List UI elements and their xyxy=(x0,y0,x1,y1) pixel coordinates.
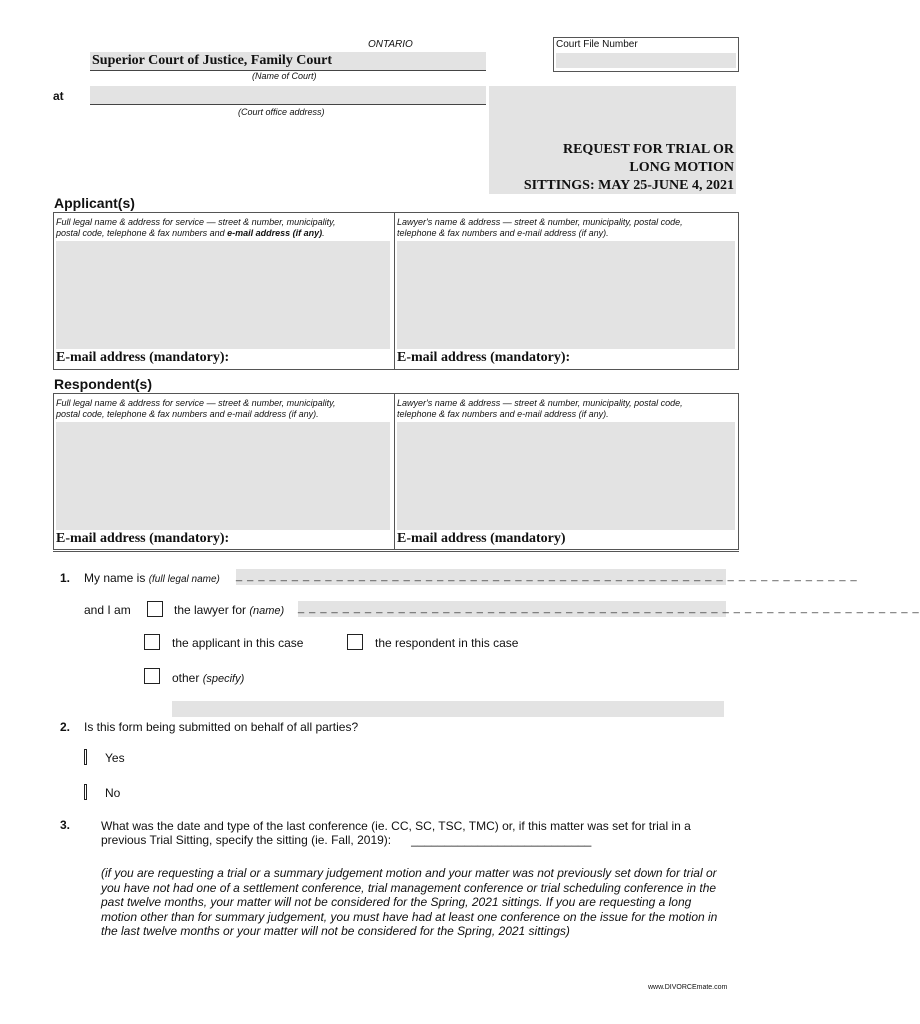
section-divider xyxy=(53,551,739,552)
q3-note: (if you are requesting a trial or a summary judgement motion and your matter was not previously set down for trial or you have not had one of a settlement conference, trial management conference or trial scheduling conference in the past twelve months, your matter will not be considered for the Spring, 2021 sittings. If you are requesting a long motion other than for summary judgement, you must have had at least one conference on the issue for the motion in the last twelve months or your matter will not be considered for the Spring, 2021 sittings) xyxy=(101,866,718,938)
title-block xyxy=(489,86,736,194)
applicant-lawyer-email-label: E-mail address (mandatory): xyxy=(397,350,571,365)
full-legal-name-field[interactable] xyxy=(236,569,858,585)
q1-name-label: My name is (full legal name) xyxy=(84,571,220,585)
court-name-value: Superior Court of Justice, Family Court xyxy=(92,53,333,68)
q2-question: Is this form being submitted on behalf of all parties? xyxy=(84,720,359,734)
other-option-label: other (specify) xyxy=(172,671,245,685)
applicants-table xyxy=(53,212,739,370)
applicant-lawyer-instructions: Lawyer's name & address — street & number, municipality, postal code, telephone & fax numbers and e-mail address (if any). xyxy=(397,217,683,238)
at-label: at xyxy=(53,89,64,103)
other-specify-field[interactable] xyxy=(172,701,724,717)
respondent-lawyer-email-label: E-mail address (mandatory) xyxy=(397,531,566,546)
respondent-lawyer-details-field[interactable] xyxy=(397,422,735,530)
respondent-instructions: Full legal name & address for service — street & number, municipality, postal code, telephone & fax numbers and e-mail address (if any). xyxy=(56,398,336,419)
respondent-lawyer-instructions: Lawyer's name & address — street & number, municipality, postal code, telephone & fax numbers and e-mail address (if any). xyxy=(397,398,683,419)
lawyer-for-checkbox[interactable] xyxy=(147,601,163,617)
title-line-3: SITTINGS: MAY 25-JUNE 4, 2021 xyxy=(523,178,734,193)
q3-number: 3. xyxy=(60,818,71,832)
court-file-number-input[interactable] xyxy=(556,53,736,68)
court-name-caption: (Name of Court) xyxy=(252,71,317,81)
applicant-details-field[interactable] xyxy=(56,241,390,349)
and-i-am-label: and I am xyxy=(84,603,131,617)
q3-question: What was the date and type of the last conference (ie. CC, SC, TSC, TMC) or, if this matter was set for trial in a previous Trial Sitting, specify the sitting (ie. Fall, 2019): ___________________________ xyxy=(101,819,691,847)
court-name-field[interactable] xyxy=(90,52,486,71)
court-address-caption: (Court office address) xyxy=(238,107,325,117)
respondent-email-label: E-mail address (mandatory): xyxy=(56,531,230,546)
q3-answer-field[interactable]: ___________________________ xyxy=(411,833,592,847)
respondent-details-field[interactable] xyxy=(56,422,390,530)
lawyer-for-name-field[interactable] xyxy=(298,601,920,617)
no-label: No xyxy=(105,786,121,800)
other-checkbox[interactable] xyxy=(144,668,160,684)
applicant-email-label: E-mail address (mandatory): xyxy=(56,350,230,365)
footer-site: www.DIVORCEmate.com xyxy=(648,984,728,991)
yes-label: Yes xyxy=(105,751,125,765)
lawyer-for-name-line: _ _ _ _ _ _ _ _ _ _ _ _ _ _ _ _ _ _ _ _ _ _ _ _ _ _ _ _ _ _ _ _ _ _ _ _ _ _ _ _ _ _ _ _ _ _ _ _ _ _ _ _ _ _ _ _ xyxy=(298,602,920,614)
q2-number: 2. xyxy=(60,720,71,734)
court-address-field[interactable] xyxy=(90,86,486,105)
title-line-1: REQUEST FOR TRIAL OR xyxy=(562,142,734,157)
applicant-option-label: the applicant in this case xyxy=(172,636,304,650)
applicant-instructions: Full legal name & address for service — street & number, municipality, postal code, telephone & fax numbers and e-mail address (if any). xyxy=(56,217,336,238)
respondent-checkbox[interactable] xyxy=(347,634,363,650)
applicant-lawyer-details-field[interactable] xyxy=(397,241,735,349)
respondents-table xyxy=(53,393,739,550)
court-file-number-label: Court File Number xyxy=(556,39,638,50)
applicants-heading: Applicant(s) xyxy=(54,195,135,211)
respondent-option-label: the respondent in this case xyxy=(375,636,519,650)
yes-checkbox[interactable] xyxy=(84,749,87,765)
jurisdiction-label: ONTARIO xyxy=(368,39,413,50)
lawyer-for-label: the lawyer for (name) xyxy=(174,603,285,617)
q1-number: 1. xyxy=(60,571,71,585)
title-line-2: LONG MOTION xyxy=(629,160,734,175)
court-file-number-box xyxy=(553,37,739,72)
no-checkbox[interactable] xyxy=(84,784,87,800)
respondents-heading: Respondent(s) xyxy=(54,376,152,392)
full-legal-name-line: _ _ _ _ _ _ _ _ _ _ _ _ _ _ _ _ _ _ _ _ _ _ _ _ _ _ _ _ _ _ _ _ _ _ _ _ _ _ _ _ _ _ _ _ _ _ _ _ _ _ _ _ _ _ _ _ xyxy=(236,570,858,582)
applicant-checkbox[interactable] xyxy=(144,634,160,650)
